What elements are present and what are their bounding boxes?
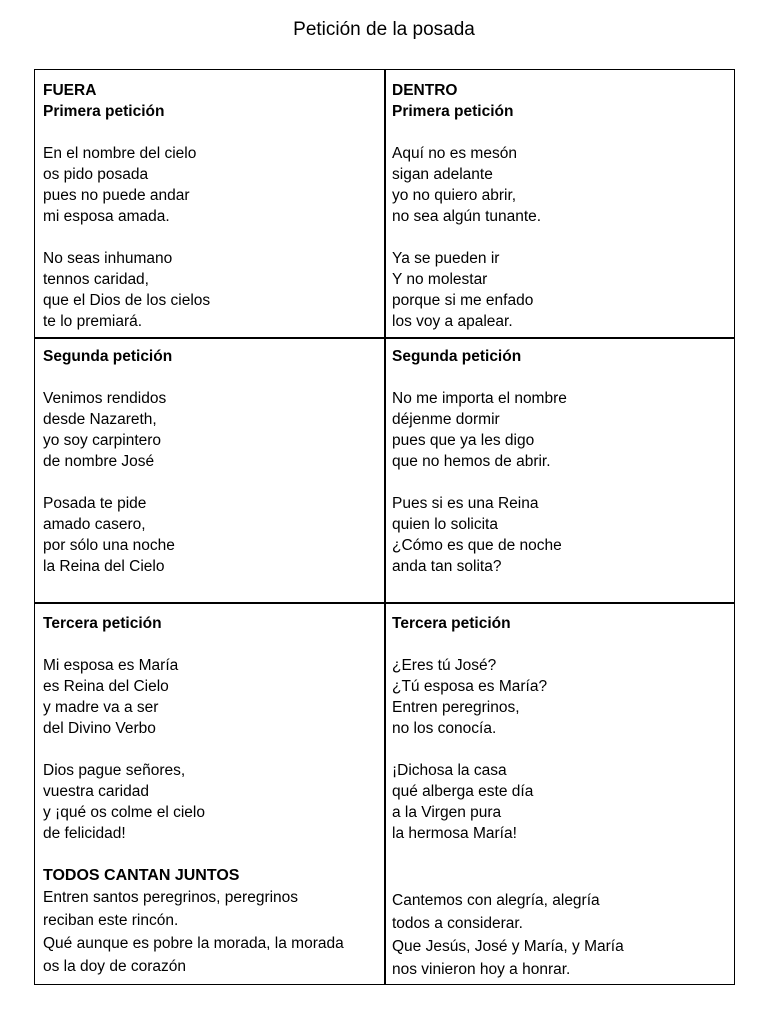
verse-line: del Divino Verbo bbox=[43, 720, 156, 737]
verse-line: ¿Tú esposa es María? bbox=[392, 678, 548, 695]
verse-line: ¡Dichosa la casa bbox=[392, 762, 507, 779]
verse-line: te lo premiará. bbox=[43, 313, 143, 330]
verse-line: y ¡qué os colme el cielo bbox=[43, 804, 205, 821]
verse-line: yo no quiero abrir, bbox=[392, 187, 517, 204]
verse-line: qué alberga este día bbox=[392, 783, 534, 800]
row-divider-2 bbox=[35, 602, 734, 604]
section-heading: Tercera petición bbox=[43, 615, 162, 632]
chorus-line: Que Jesús, José y María, y María bbox=[392, 938, 624, 955]
verse-line: Ya se pueden ir bbox=[392, 250, 500, 267]
verse-line: de felicidad! bbox=[43, 825, 126, 842]
verse-line: no sea algún tunante. bbox=[392, 208, 542, 225]
chorus-line: reciban este rincón. bbox=[43, 912, 179, 929]
verse-line: amado casero, bbox=[43, 516, 146, 533]
chorus-line: Qué aunque es pobre la morada, la morada bbox=[43, 935, 344, 952]
verse-line: tennos caridad, bbox=[43, 271, 149, 288]
verse-line: sigan adelante bbox=[392, 166, 493, 183]
verse-line: mi esposa amada. bbox=[43, 208, 170, 225]
verse-line: Venimos rendidos bbox=[43, 390, 167, 407]
cell-fuera-primera bbox=[43, 80, 210, 332]
verse-line: ¿Eres tú José? bbox=[392, 657, 497, 674]
verse-line: a la Virgen pura bbox=[392, 804, 502, 821]
column-divider bbox=[384, 70, 386, 984]
verse-line: no los conocía. bbox=[392, 720, 497, 737]
chorus-dentro bbox=[392, 889, 624, 981]
verse-line: Posada te pide bbox=[43, 495, 147, 512]
verse-line: Y no molestar bbox=[392, 271, 488, 288]
verse-line: En el nombre del cielo bbox=[43, 145, 197, 162]
verse-line: No me importa el nombre bbox=[392, 390, 567, 407]
verse-line: por sólo una noche bbox=[43, 537, 175, 554]
chorus-line: os la doy de corazón bbox=[43, 958, 187, 975]
section-heading: Primera petición bbox=[392, 103, 514, 120]
verse-line: desde Nazareth, bbox=[43, 411, 157, 428]
verse-line: ¿Cómo es que de noche bbox=[392, 537, 562, 554]
verse-line: yo soy carpintero bbox=[43, 432, 162, 449]
verse-line: que el Dios de los cielos bbox=[43, 292, 211, 309]
chorus-fuera bbox=[43, 886, 344, 978]
chorus-line: Cantemos con alegría, alegría bbox=[392, 892, 600, 909]
cell-dentro-primera bbox=[392, 80, 541, 332]
chorus-heading: TODOS CANTAN JUNTOS bbox=[43, 867, 240, 884]
verse-line: Mi esposa es María bbox=[43, 657, 179, 674]
verse-line: quien lo solicita bbox=[392, 516, 498, 533]
section-heading: Tercera petición bbox=[392, 615, 511, 632]
verse-line: anda tan solita? bbox=[392, 558, 502, 575]
verse-line: los voy a apalear. bbox=[392, 313, 513, 330]
section-heading: Primera petición bbox=[43, 103, 165, 120]
verse-line: vuestra caridad bbox=[43, 783, 149, 800]
chorus-line: Entren santos peregrinos, peregrinos bbox=[43, 889, 299, 906]
verse-line: la Reina del Cielo bbox=[43, 558, 165, 575]
verse-line: pues que ya les digo bbox=[392, 432, 535, 449]
section-heading: Segunda petición bbox=[392, 348, 522, 365]
verse-line: No seas inhumano bbox=[43, 250, 173, 267]
verse-line: que no hemos de abrir. bbox=[392, 453, 551, 470]
verse-line: Pues si es una Reina bbox=[392, 495, 539, 512]
verse-line: Aquí no es mesón bbox=[392, 145, 517, 162]
row-divider-1 bbox=[35, 337, 734, 339]
verse-line: de nombre José bbox=[43, 453, 155, 470]
verse-line: Entren peregrinos, bbox=[392, 699, 520, 716]
verse-line: es Reina del Cielo bbox=[43, 678, 169, 695]
section-heading: Segunda petición bbox=[43, 348, 173, 365]
chorus-line: todos a considerar. bbox=[392, 915, 523, 932]
verse-line: y madre va a ser bbox=[43, 699, 159, 716]
cell-fuera-tercera bbox=[43, 613, 344, 978]
cell-dentro-segunda bbox=[392, 346, 567, 577]
verse-line: pues no puede andar bbox=[43, 187, 190, 204]
cell-dentro-tercera bbox=[392, 613, 624, 981]
posada-table bbox=[34, 69, 735, 985]
cell-fuera-segunda bbox=[43, 346, 175, 577]
column-header-dentro: DENTRO bbox=[392, 82, 458, 99]
page-title: Petición de la posada bbox=[293, 19, 475, 40]
verse-line: déjenme dormir bbox=[392, 411, 500, 428]
verse-line: porque si me enfado bbox=[392, 292, 534, 309]
column-header-fuera: FUERA bbox=[43, 82, 97, 99]
verse-line: os pido posada bbox=[43, 166, 149, 183]
verse-line: la hermosa María! bbox=[392, 825, 517, 842]
verse-line: Dios pague señores, bbox=[43, 762, 186, 779]
chorus-line: nos vinieron hoy a honrar. bbox=[392, 961, 571, 978]
